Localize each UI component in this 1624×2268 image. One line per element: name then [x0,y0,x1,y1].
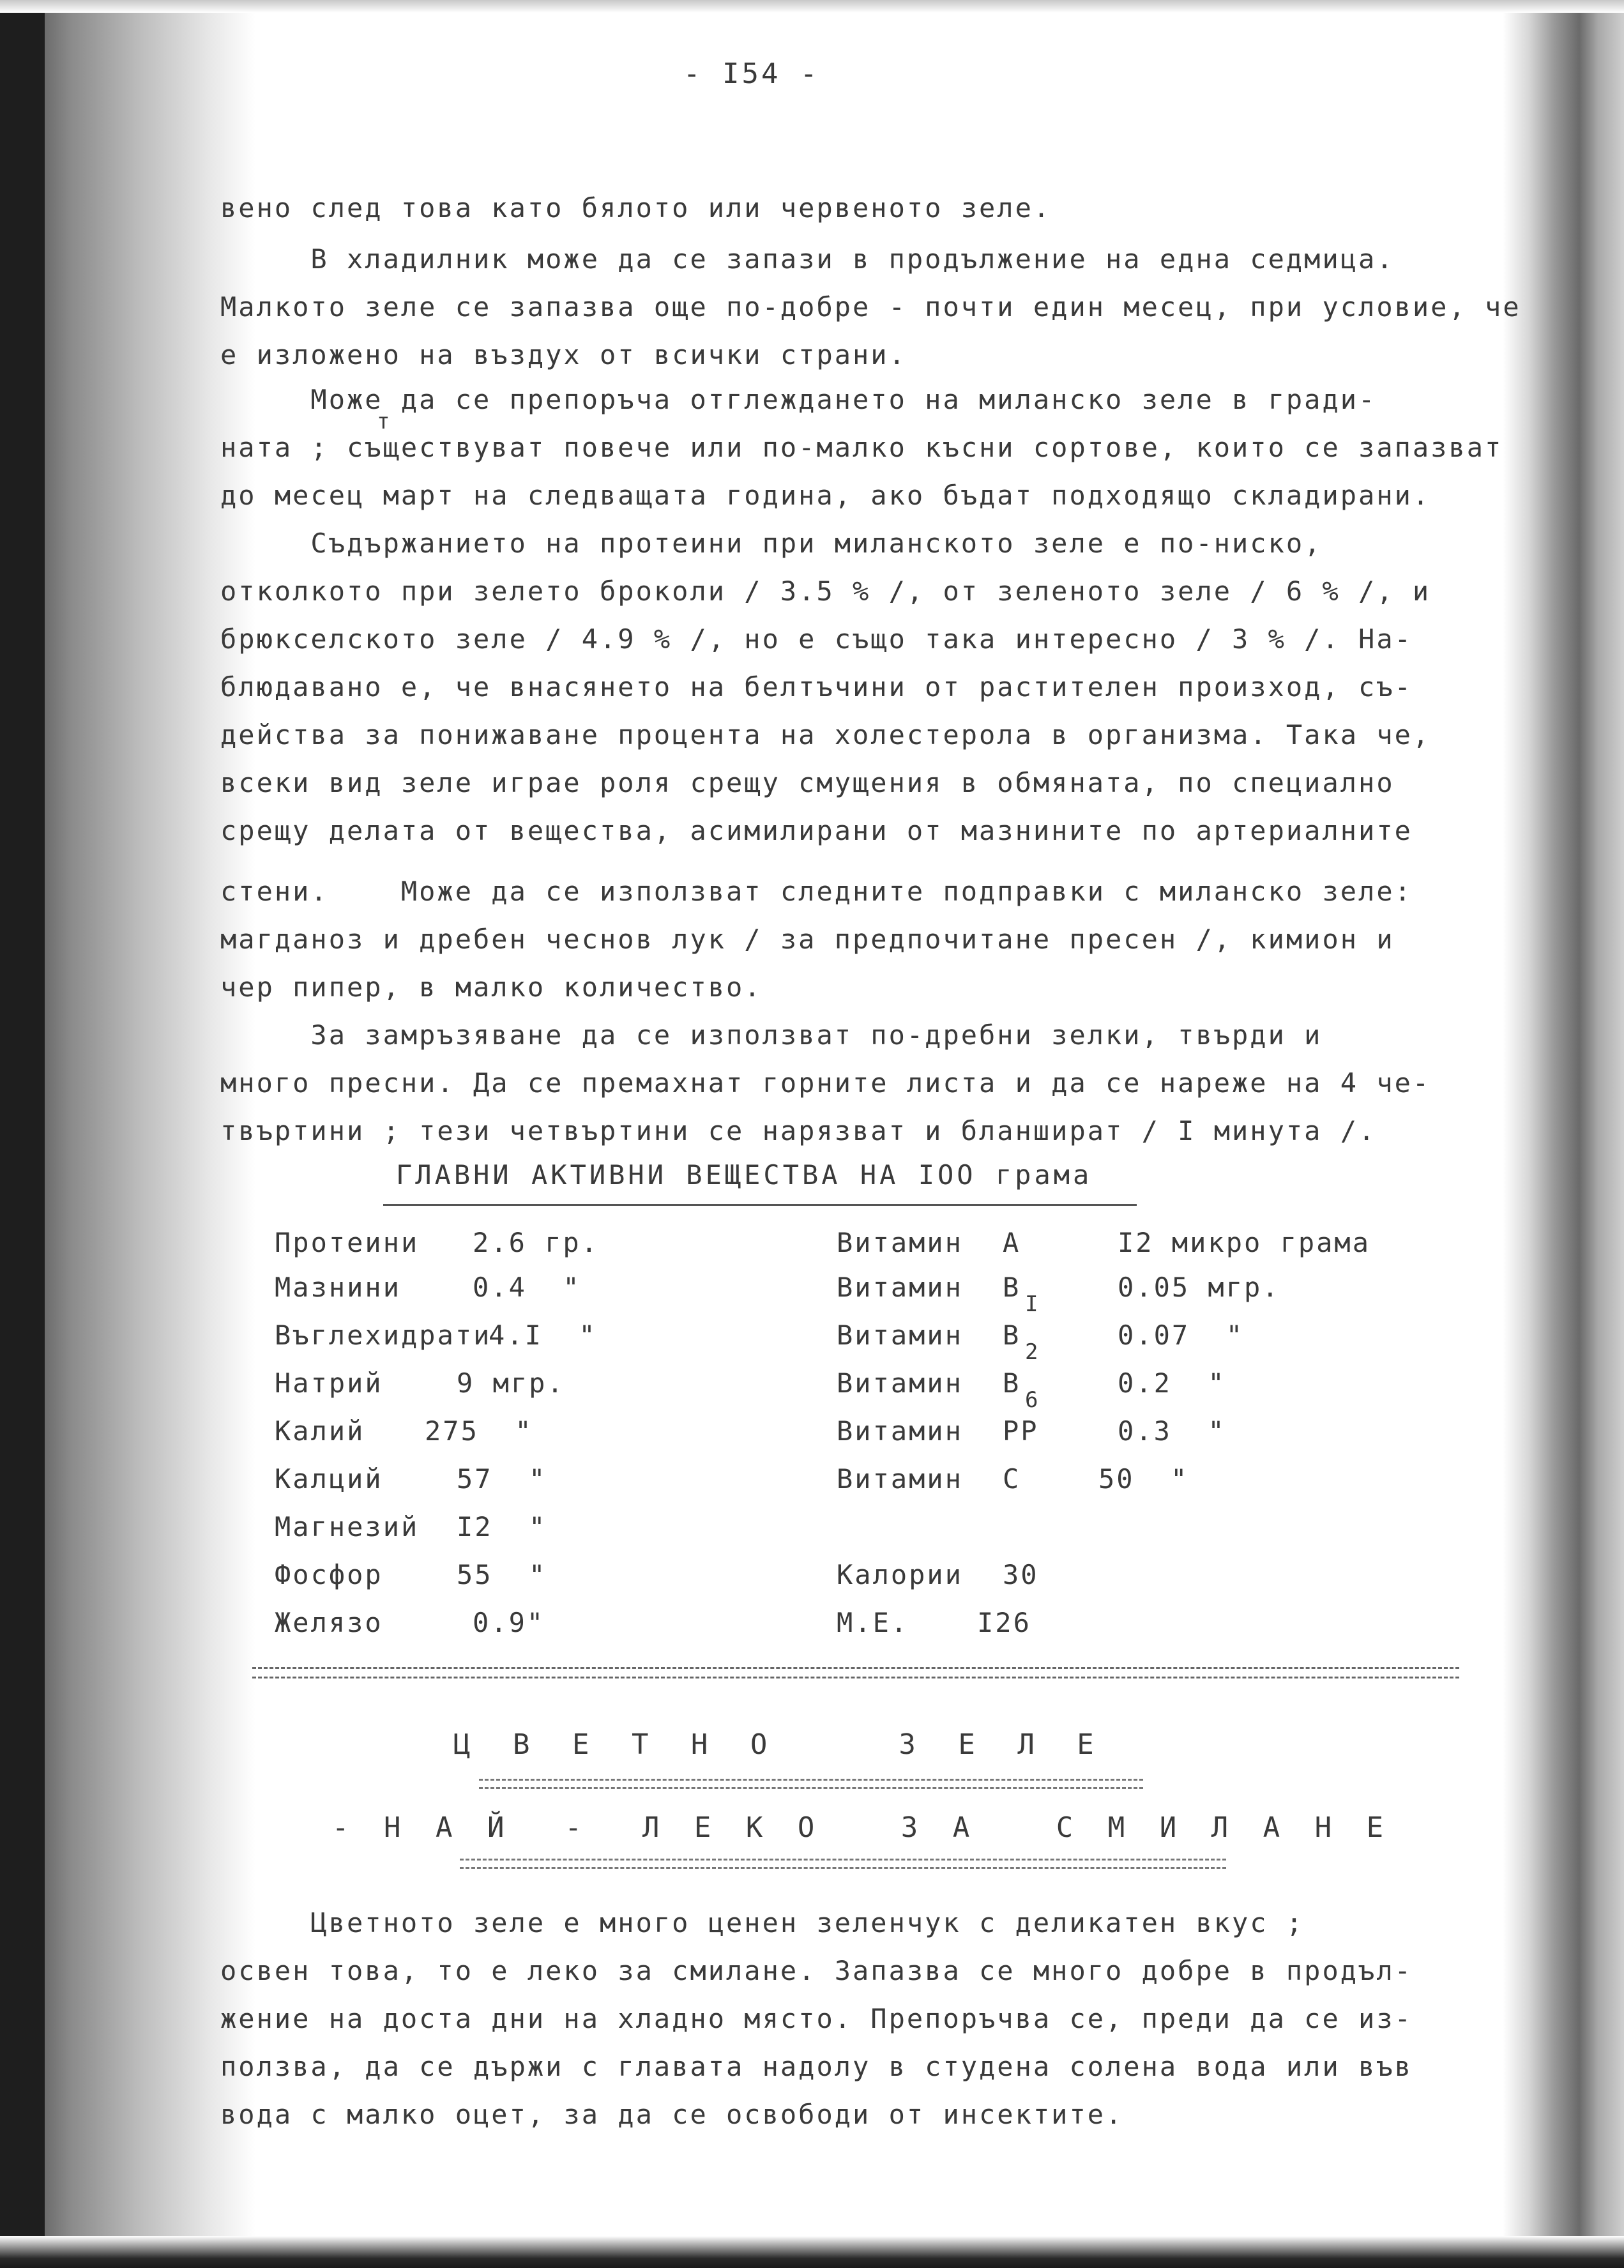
text-line: всеки вид зеле играе роля срещу смущения в обмяната, по специално [220,767,1395,798]
vitamin-name: Витамин [837,1367,964,1399]
vitamin-code: B [1003,1272,1021,1303]
bottom-shadow [0,2236,1624,2268]
text-line: вода с малко оцет, за да се освободи от инсектите. [220,2099,1124,2130]
text-line: срещу делата от вещества, асимилирани от мазнините по артериалните [220,815,1413,846]
nutrient-value: I2 " [457,1511,547,1542]
vitamin-code: PP [1003,1415,1039,1447]
superscript-correction: т [377,409,390,434]
nutrient-name: Протеини [275,1227,420,1258]
section-title: Ц В Е Т Н О З Е Л Е [453,1728,1107,1761]
nutrient-name: Желязо [275,1607,383,1638]
text-line: магданоз и дребен чеснов лук / за предпочитане пресен /, кимион и [220,924,1395,955]
vitamin-value: 0.07 " [1118,1320,1245,1351]
nutrient-name: Калий [275,1415,365,1447]
top-shadow [0,0,1624,13]
vitamin-value: 0.05 мгр. [1118,1272,1280,1303]
nutrient-value: 9 мгр. [457,1367,565,1399]
vitamin-subscript: 6 [1025,1387,1040,1413]
text-line: действа за понижаване процента на холестерола в организма. Така че, [220,719,1431,750]
text-line: твъртини ; тези четвъртини се нарязват и бланшират / I минута /. [220,1115,1377,1146]
text-line: Съдържанието на протеини при миланското зеле е по-ниско, [220,528,1323,559]
text-line: За замръзяване да се използват по-дребни зелки, твърди и [220,1019,1323,1051]
me-value: I26 [977,1607,1031,1638]
page-edge-shadow [1503,0,1624,2268]
calories-label: Калории [837,1559,964,1590]
nutrient-value: 4.I " [489,1320,597,1351]
vitamin-code: C [1003,1463,1021,1495]
text-line: вено след това като бялото или червеното зеле. [220,192,1052,224]
vitamin-subscript: 2 [1025,1339,1040,1365]
vitamin-name: Витамин [837,1320,964,1351]
nutrient-value: 57 " [457,1463,547,1495]
vitamin-name: Витамин [837,1227,964,1258]
vitamin-name: Витамин [837,1272,964,1303]
vitamin-value: 0.2 " [1118,1367,1226,1399]
vitamin-value: 50 " [1098,1463,1189,1495]
title-underline [479,1779,1143,1789]
nutrient-value: 0.9" [473,1607,545,1638]
vitamin-code: B [1003,1367,1021,1399]
nutrient-value: 275 " [425,1415,533,1447]
subtitle-underline [460,1859,1226,1869]
nutrient-value: 2.6 гр. [473,1227,600,1258]
vitamin-subscript: I [1025,1291,1040,1317]
text-line: до месец март на следващата година, ако бъдат подходящо складирани. [220,480,1431,511]
text-line: В хладилник може да се запази в продължение на една седмица. [220,243,1395,275]
nutrient-value: 55 " [457,1559,547,1590]
calories-value: 30 [1003,1559,1039,1590]
text-line: Може да се препоръча отглеждането на миланско зеле в гради- [220,384,1377,415]
text-line: стени. Може да се използват следните подправки с миланско зеле: [220,876,1413,907]
nutrient-name: Фосфор [275,1559,383,1590]
text-line: блюдавано е, че внасянето на белтъчини от растителен произход, съ- [220,671,1413,703]
text-line: ползва, да се държи с главата надолу в студена солена вода или във [220,2051,1413,2082]
section-subtitle: - Н А Й - Л Е К О З А С М И Л А Н Е [332,1811,1393,1844]
page-number: - I54 - [683,57,820,90]
vitamin-name: Витамин [837,1463,964,1495]
nutrient-value: 0.4 " [473,1272,581,1303]
text-line: чер пипер, в малко количество. [220,971,763,1003]
text-line: много пресни. Да се премахнат горните листа и да се нареже на 4 че- [220,1067,1431,1099]
text-line: жение на доста дни на хладно място. Препоръчва се, преди да се из- [220,2003,1413,2034]
nutrient-name: Мазнини [275,1272,402,1303]
binding-edge [0,0,45,2268]
vitamin-value: I2 микро грама [1118,1227,1371,1258]
nutrient-name: Въглехидрати [275,1320,492,1351]
vitamin-value: 0.3 " [1118,1415,1226,1447]
section-divider [252,1667,1459,1678]
nutrient-name: Калций [275,1463,383,1495]
text-line: Малкото зеле се запазва още по-добре - почти един месец, при условие, че [220,291,1521,323]
text-line: брюкселското зеле / 4.9 % /, но е също така интересно / 3 % /. На- [220,623,1413,655]
nutrient-name: Магнезий [275,1511,420,1542]
text-line: освен това, то е леко за смилане. Запазва се много добре в продъл- [220,1955,1413,1986]
vitamin-code: B [1003,1320,1021,1351]
vitamin-code: A [1003,1227,1021,1258]
text-line: ната ; съществуват повече или по-малко късни сортове, които се запазват [220,432,1503,463]
text-line: отколкото при зелето броколи / 3.5 % /, от зеленото зеле / 6 % /, и [220,575,1431,607]
text-line: Цветното зеле е много ценен зеленчук с деликатен вкус ; [220,1907,1305,1938]
me-label: М.Е. [837,1607,909,1638]
vitamin-name: Витамин [837,1415,964,1447]
nutrient-name: Натрий [275,1367,383,1399]
table-rule [383,1204,1137,1206]
table-title: ГЛАВНИ АКТИВНИ ВЕЩЕСТВА НА IOO грама [396,1159,1093,1191]
text-line: е изложено на въздух от всички страни. [220,339,907,370]
